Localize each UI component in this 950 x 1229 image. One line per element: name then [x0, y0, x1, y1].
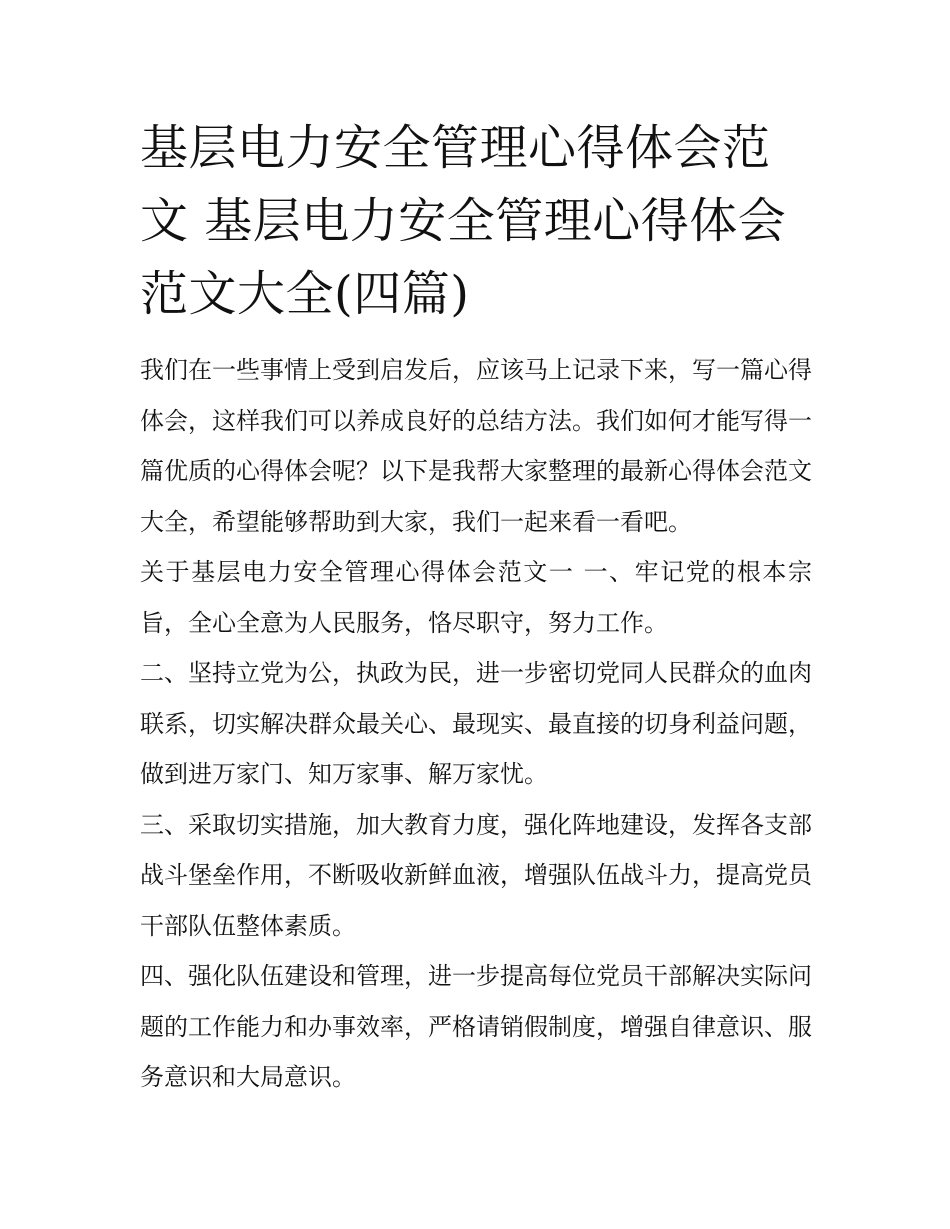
document-page: [140, 112, 812, 1103]
section-three-paragraph: 三、采取切实措施，加大教育力度，强化阵地建设，发挥各支部战斗堡垒作用，不断吸收新鲜血液，增强队伍战斗力，提高党员干部队伍整体素质。: [140, 810, 812, 940]
intro-paragraph: 我们在一些事情上受到启发后，应该马上记录下来，写一篇心得体会，这样我们可以养成良好的总结方法。我们如何才能写得一篇优质的心得体会呢？以下是我帮大家整理的最新心得体会范文大全，希望能够帮助到大家，我们一起来看一看吧。: [140, 356, 812, 536]
section-two-paragraph: 二、坚持立党为公，执政为民，进一步密切党同人民群众的血肉联系，切实解决群众最关心、最现实、最直接的切身利益问题，做到进万家门、知万家事、解万家忧。: [140, 659, 812, 788]
document-title: 基层电力安全管理心得体会范文 基层电力安全管理心得体会范文大全(四篇): [140, 120, 787, 322]
section-one-paragraph: 关于基层电力安全管理心得体会范文一 一、牢记党的根本宗旨，全心全意为人民服务，恪尽职守，努力工作。: [140, 558, 812, 637]
section-four-paragraph: 四、强化队伍建设和管理，进一步提高每位党员干部解决实际问题的工作能力和办事效率，严格请销假制度，增强自律意识、服务意识和大局意识。: [140, 962, 812, 1091]
